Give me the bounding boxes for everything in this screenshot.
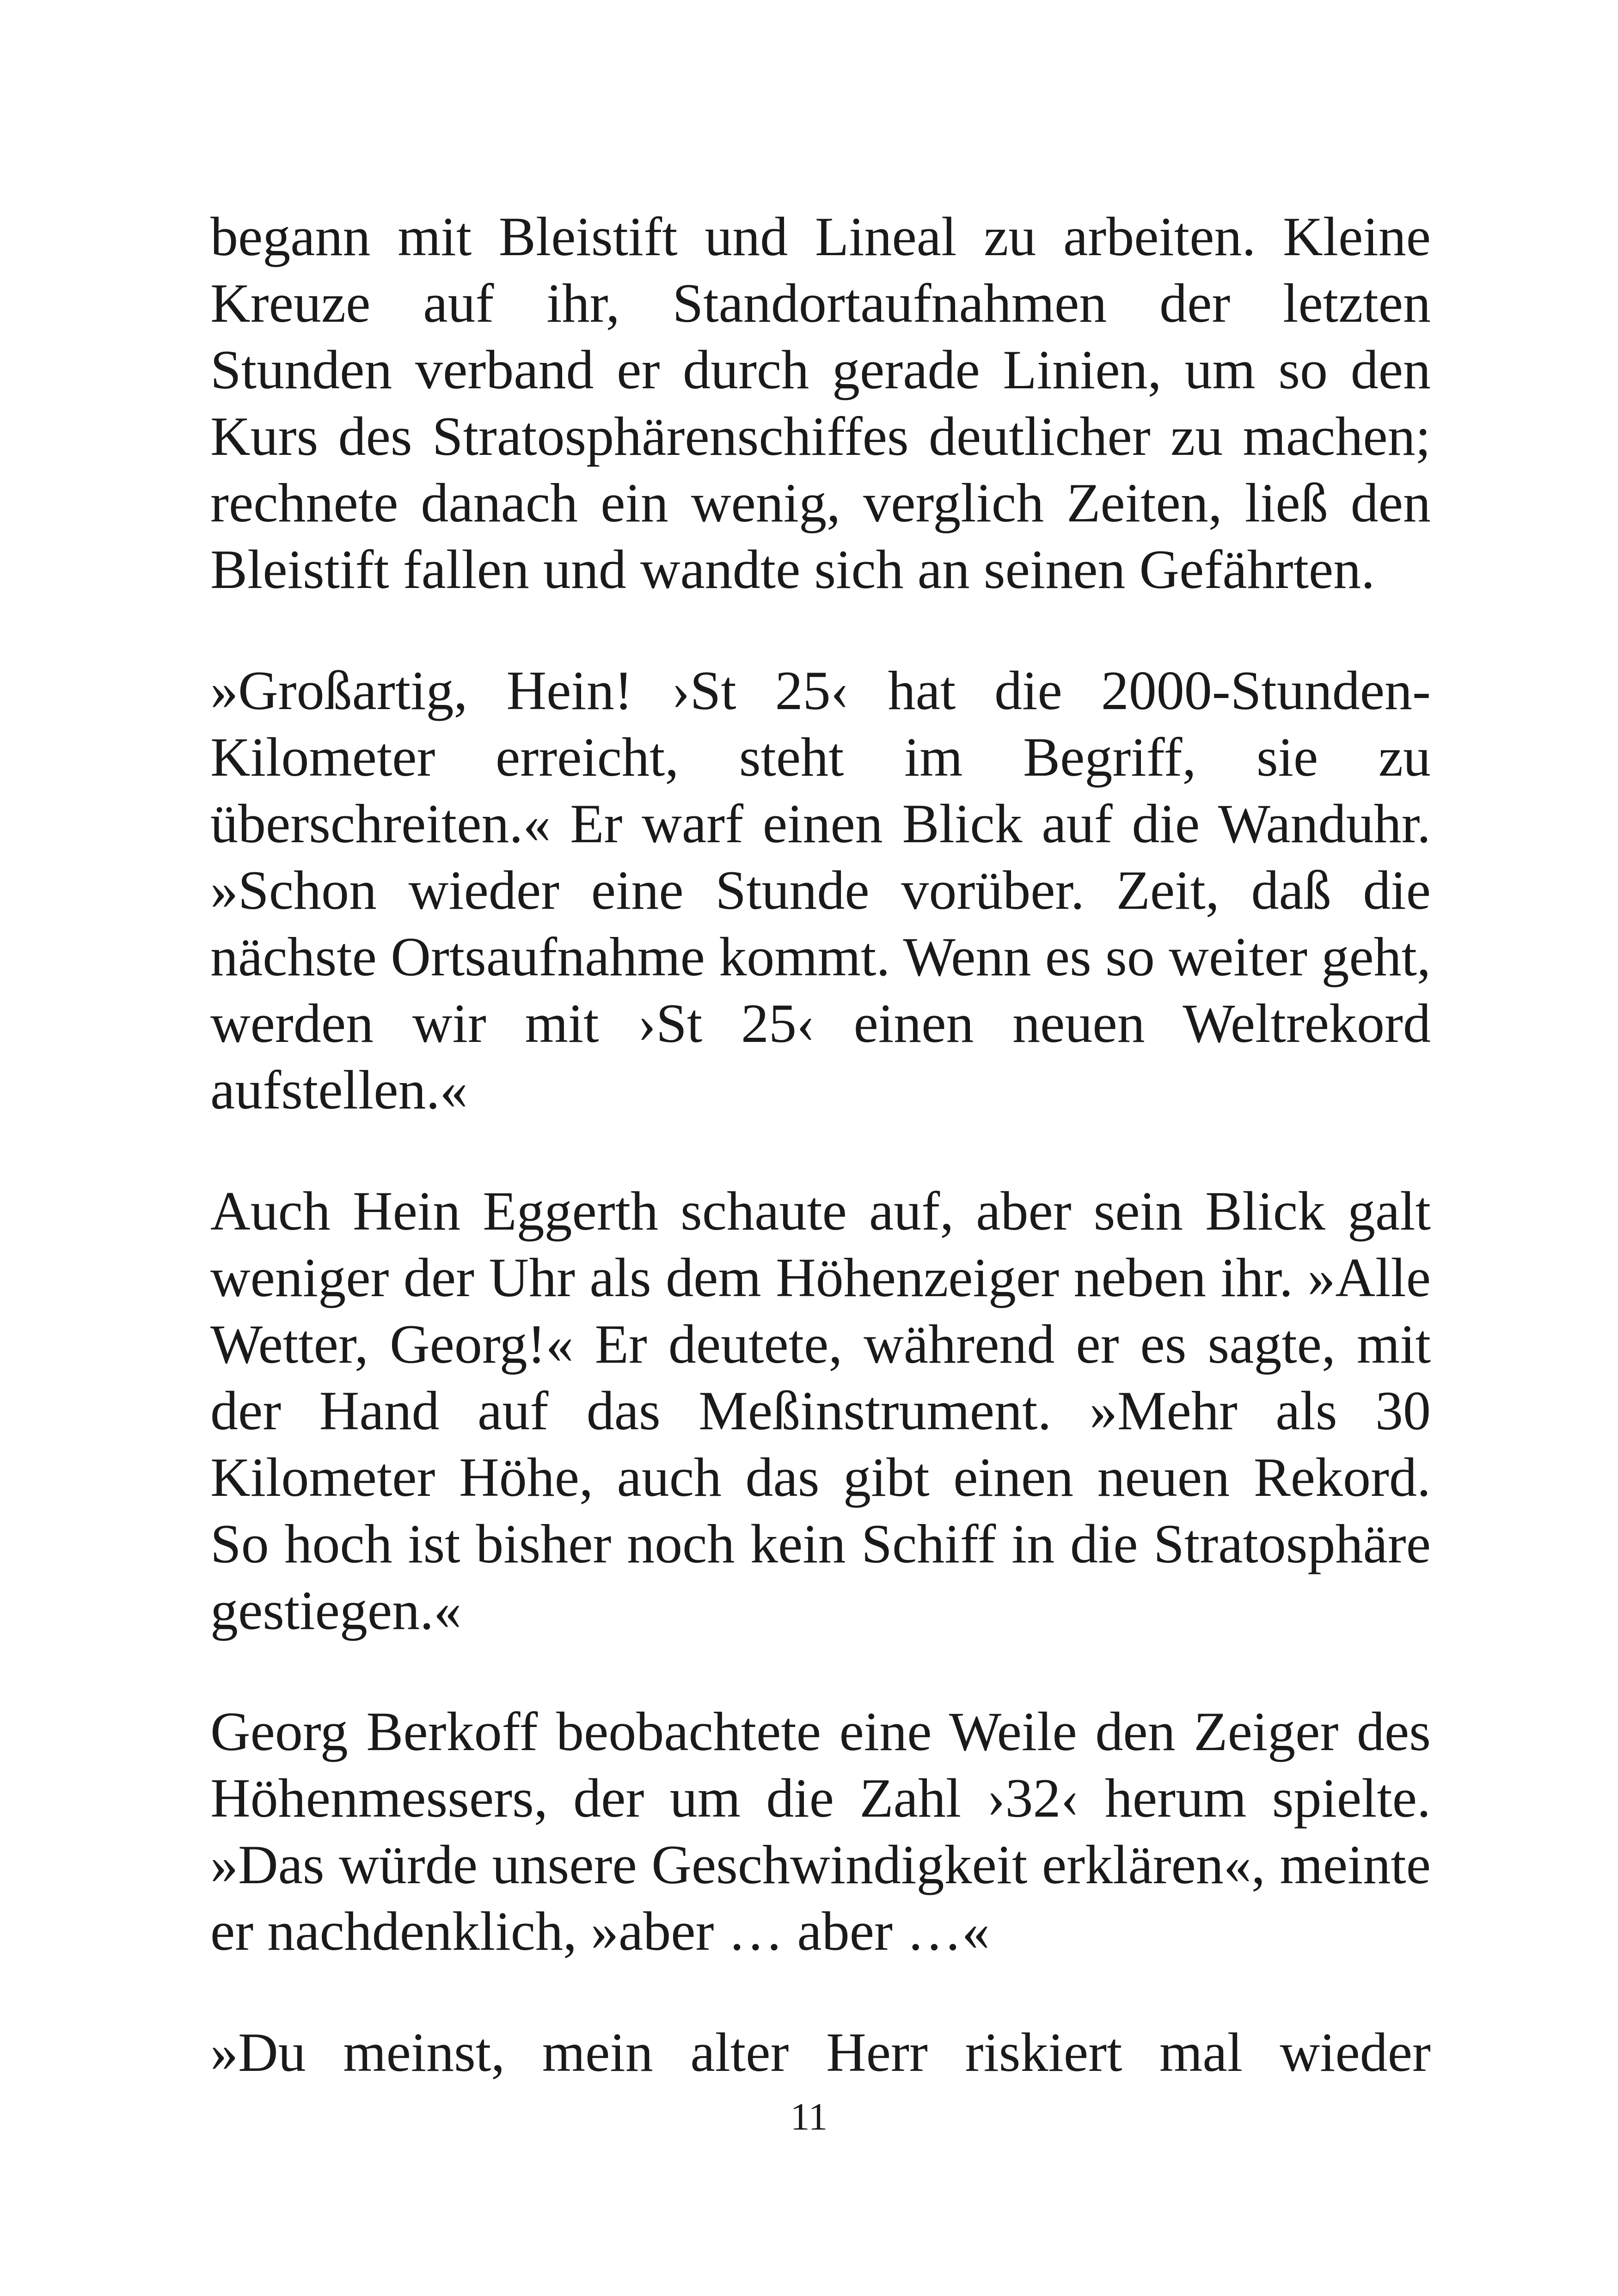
paragraph-2: »Großartig, Hein! ›St 25‹ hat die 2000-Stunden-Kilometer erreicht, steht im Begriff, sie zu überschreiten.« Er warf einen Blick auf die Wanduhr. »Schon wieder eine Stunde vorüber. Zeit, daß die nächste Ortsaufnahme kommt. Wenn es so weiter geht, werden wir mit ›St 25‹ einen neuen Weltrekord aufstellen.« — [210, 660, 1431, 1120]
paragraph-5: »Du meinst, mein alter Herr riskiert mal wieder — [210, 2021, 1431, 2083]
page-body — [210, 203, 1431, 2086]
page-number: 11 — [790, 2095, 828, 2138]
paragraph-4: Georg Berkoff beobachtete eine Weile den Zeiger des Höhenmessers, der um die Zahl ›32‹ herum spielte. »Das würde unsere Geschwindigkeit erklären«, meinte er nachdenklich, »aber … aber …« — [210, 1701, 1431, 1962]
paragraph-3: Auch Hein Eggerth schaute auf, aber sein Blick galt weniger der Uhr als dem Höhenzeiger neben ihr. »Alle Wetter, Georg!« Er deutete, während er es sagte, mit der Hand auf das Meßinstrument. »Mehr als 30 Kilometer Höhe, auch das gibt einen neuen Rekord. So hoch ist bisher noch kein Schiff in die Stratosphäre gestiegen.« — [210, 1180, 1431, 1641]
paragraph-1: begann mit Bleistift und Lineal zu arbeiten. Kleine Kreuze auf ihr, Standortaufnahmen der letzten Stunden verband er durch gerade Linien, um so den Kurs des Stratosphärenschiffes deutlicher zu machen; rechnete danach ein wenig, verglich Zeiten, ließ den Bleistift fallen und wandte sich an seinen Gefährten. — [210, 206, 1431, 600]
